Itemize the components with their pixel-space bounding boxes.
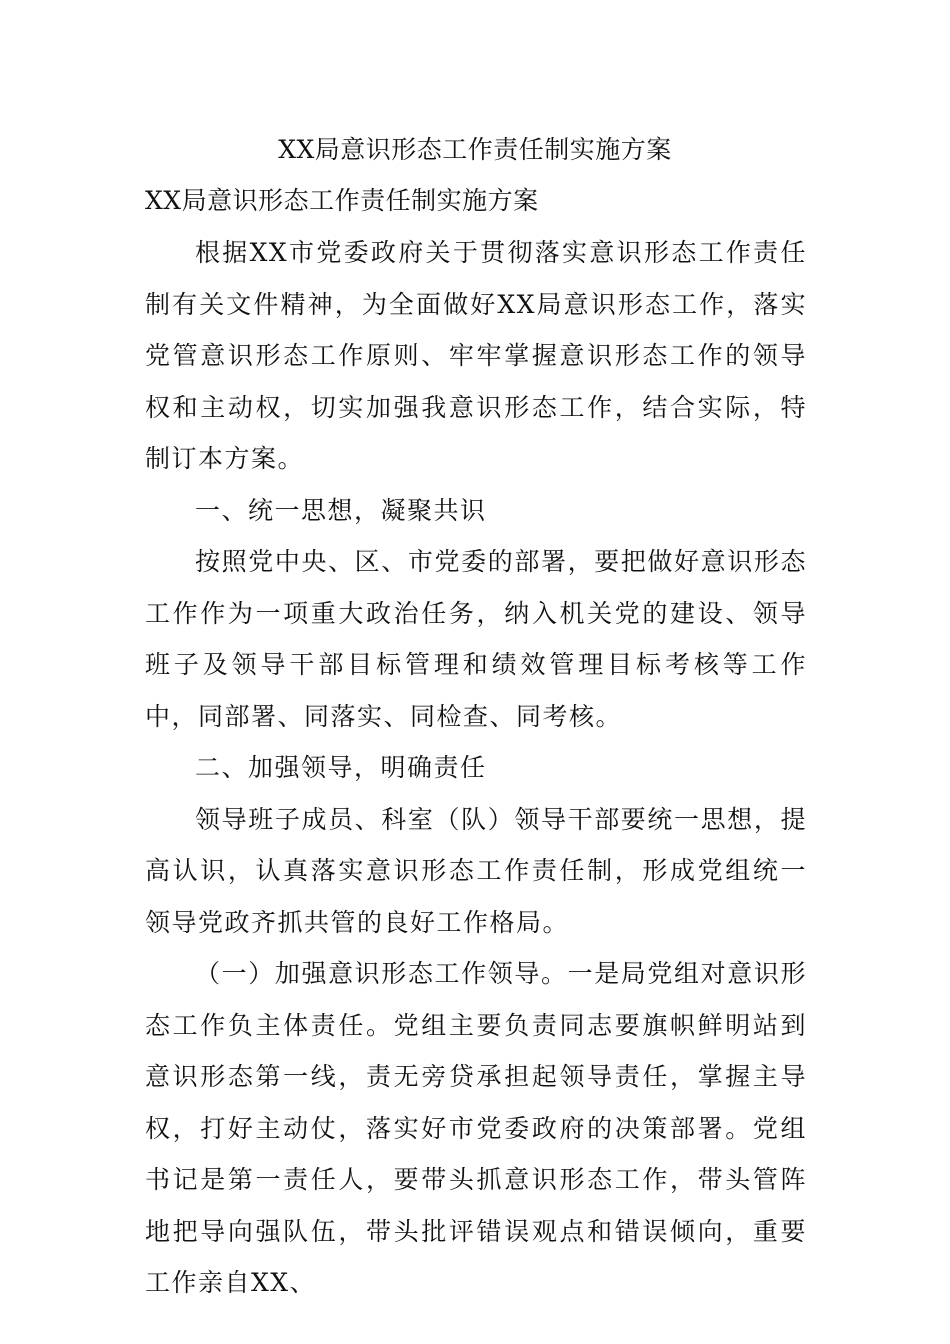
section-1-paragraph: 按照党中央、区、市党委的部署，要把做好意识形态工作作为一项重大政治任务，纳入机关党的建设、领导班子及领导干部目标管理和绩效管理目标考核等工作中，同部署、同落实、同检查、同考核。 <box>145 547 807 731</box>
section-heading-1: 一、统一思想，凝聚共识 <box>195 495 487 525</box>
document-body <box>145 227 807 1309</box>
section-heading-2: 二、加强领导，明确责任 <box>195 753 487 782</box>
document-subtitle: XX局意识形态工作责任制实施方案 <box>145 186 539 215</box>
document-title: XX局意识形态工作责任制实施方案 <box>278 135 672 164</box>
intro-paragraph: 根据XX市党委政府关于贯彻落实意识形态工作责任制有关文件精神，为全面做好XX局意识形态工作，落实党管意识形态工作原则、牢牢掌握意识形态工作的领导权和主动权，切实加强我意识形态工作，结合实际，特制订本方案。 <box>145 238 807 473</box>
subsection-1-paragraph: （一）加强意识形态工作领导。一是局党组对意识形态工作负主体责任。党组主要负责同志要旗帜鲜明站到意识形态第一线，责无旁贷承担起领导责任，掌握主导权，打好主动仗，落实好市党委政府的决策部署。党组书记是第一责任人，要带头抓意识形态工作，带头管阵地把导向强队伍，带头批评错误观点和错误倾向，重要工作亲自XX、 <box>145 959 807 1297</box>
section-2-paragraph: 领导班子成员、科室（队）领导干部要统一思想，提高认识，认真落实意识形态工作责任制，形成党组统一领导党政齐抓共管的良好工作格局。 <box>145 804 807 937</box>
